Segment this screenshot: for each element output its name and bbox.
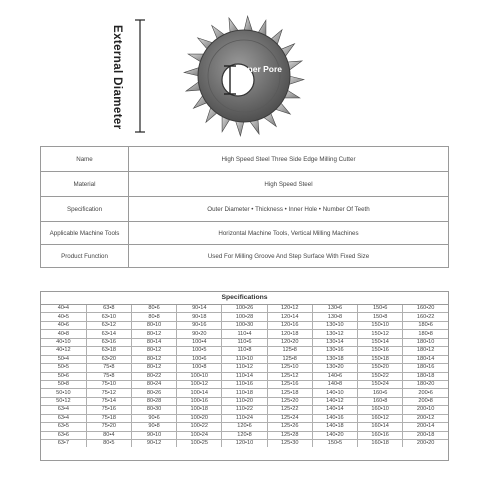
size-cell: 130•10 (312, 321, 357, 329)
size-cell: 80•30 (131, 406, 176, 414)
size-cell: 100•4 (177, 338, 222, 346)
size-cell: 125•24 (267, 414, 312, 422)
size-cell: 50•6 (41, 372, 86, 380)
size-cell: 160•6 (358, 389, 403, 397)
size-cell: 110•6 (222, 338, 267, 346)
size-cell: 100•18 (177, 406, 222, 414)
size-cell: 80•22 (131, 372, 176, 380)
size-cell: 140•16 (312, 414, 357, 422)
size-cell: 150•6 (358, 305, 403, 313)
size-cell: 110•10 (222, 355, 267, 363)
spec-value: High Speed Steel (129, 172, 449, 197)
size-cell: 63•5 (41, 423, 86, 431)
size-cell: 200•18 (403, 431, 448, 439)
spec-row-material (41, 172, 449, 197)
spec-label: Material (41, 172, 129, 197)
size-cell: 63•14 (86, 330, 131, 338)
size-cell: 125•28 (267, 431, 312, 439)
size-cell: 100•22 (177, 423, 222, 431)
size-cell: 90•8 (131, 423, 176, 431)
spec-row-name (41, 147, 449, 172)
size-cell: 150•20 (358, 364, 403, 372)
size-cell: 90•12 (131, 440, 176, 448)
size-cell: 140•18 (312, 423, 357, 431)
size-cell: 120•18 (267, 330, 312, 338)
size-cell: 160•8 (358, 397, 403, 405)
size-cell: 140•8 (312, 380, 357, 388)
size-cell: 160•16 (358, 431, 403, 439)
size-cell: 75•10 (86, 380, 131, 388)
size-cell: 63•4 (41, 406, 86, 414)
table-row (41, 347, 448, 355)
size-cell: 120•16 (267, 321, 312, 329)
table-row (41, 380, 448, 388)
spec-label: Applicable Machine Tools (41, 222, 129, 245)
size-cell: 110•20 (222, 397, 267, 405)
product-image-area (0, 0, 488, 142)
size-cell: 125•26 (267, 423, 312, 431)
sizes-grid (41, 305, 448, 447)
size-cell: 50•10 (41, 389, 86, 397)
milling-cutter-image (178, 14, 310, 138)
table-row (41, 414, 448, 422)
size-cell: 75•18 (86, 414, 131, 422)
size-cell: 40•12 (41, 347, 86, 355)
size-cell: 125•20 (267, 397, 312, 405)
size-cell: 50•4 (41, 355, 86, 363)
size-cell: 63•7 (41, 440, 86, 448)
size-cell: 40•6 (41, 321, 86, 329)
cutter-tooth (244, 16, 253, 32)
size-cell: 120•14 (267, 313, 312, 321)
size-cell: 75•8 (86, 364, 131, 372)
size-cell: 90•16 (177, 321, 222, 329)
size-cell: 80•5 (86, 440, 131, 448)
size-cell: 63•4 (41, 414, 86, 422)
size-cell: 160•14 (358, 423, 403, 431)
size-cell: 80•4 (86, 431, 131, 439)
size-cell: 130•14 (312, 338, 357, 346)
cutter-tooth (235, 120, 244, 136)
size-cell: 40•8 (41, 330, 86, 338)
size-cell: 125•10 (267, 364, 312, 372)
size-cell: 130•12 (312, 330, 357, 338)
size-cell: 140•6 (312, 372, 357, 380)
external-diameter-label: External Diameter (111, 24, 123, 130)
size-cell: 130•20 (312, 364, 357, 372)
size-cell: 63•16 (86, 338, 131, 346)
size-cell: 125•18 (267, 389, 312, 397)
table-row (41, 397, 448, 405)
size-cell: 90•14 (177, 305, 222, 313)
size-cell: 125•8 (267, 347, 312, 355)
size-cell: 80•12 (131, 347, 176, 355)
size-cell: 50•5 (41, 364, 86, 372)
size-cell: 75•14 (86, 397, 131, 405)
size-cell: 200•14 (403, 423, 448, 431)
inner-pore-label: Inner Pore (240, 64, 283, 74)
size-cell: 100•12 (177, 380, 222, 388)
size-cell: 150•22 (358, 372, 403, 380)
size-cell: 130•6 (312, 305, 357, 313)
size-cell: 100•5 (177, 347, 222, 355)
size-cell: 200•20 (403, 440, 448, 448)
size-cell: 110•16 (222, 380, 267, 388)
size-cell: 75•16 (86, 406, 131, 414)
table-row (41, 431, 448, 439)
size-cell: 160•22 (403, 313, 448, 321)
spec-value: Outer Diameter • Thickness • Inner Hole • Number Of Teeth (129, 197, 449, 222)
size-cell: 80•10 (131, 321, 176, 329)
table-row (41, 338, 448, 346)
size-cell: 120•10 (222, 440, 267, 448)
size-cell: 120•20 (267, 338, 312, 346)
size-cell: 110•4 (222, 330, 267, 338)
size-cell: 125•30 (267, 440, 312, 448)
size-cell: 140•12 (312, 397, 357, 405)
size-cell: 40•5 (41, 313, 86, 321)
size-cell: 80•12 (131, 364, 176, 372)
size-cell: 90•6 (131, 414, 176, 422)
size-cell: 100•10 (177, 372, 222, 380)
size-cell: 75•8 (86, 372, 131, 380)
size-cell: 100•16 (177, 397, 222, 405)
size-cell: 63•20 (86, 355, 131, 363)
size-cell: 110•14 (222, 372, 267, 380)
size-cell: 125•8 (267, 355, 312, 363)
size-cell: 180•6 (403, 321, 448, 329)
size-cell: 150•12 (358, 330, 403, 338)
table-row (41, 440, 448, 448)
table-row (41, 389, 448, 397)
size-cell: 110•18 (222, 389, 267, 397)
size-cell: 100•26 (222, 305, 267, 313)
size-cell: 63•18 (86, 347, 131, 355)
size-cell: 200•10 (403, 406, 448, 414)
spec-value: High Speed Steel Three Side Edge Milling Cutter (129, 147, 449, 172)
size-cell: 200•12 (403, 414, 448, 422)
spec-label: Specification (41, 197, 129, 222)
size-cell: 50•8 (41, 380, 86, 388)
table-row (41, 330, 448, 338)
size-cell: 100•14 (177, 389, 222, 397)
cutter-tooth (184, 67, 200, 76)
size-cell: 75•12 (86, 389, 131, 397)
spec-value: Used For Milling Groove And Step Surface With Fixed Size (129, 245, 449, 268)
size-cell: 110•12 (222, 364, 267, 372)
table-row (41, 355, 448, 363)
spec-value: Horizontal Machine Tools, Vertical Milling Machines (129, 222, 449, 245)
size-cell: 120•6 (222, 423, 267, 431)
size-cell: 80•12 (131, 355, 176, 363)
size-cell: 50•12 (41, 397, 86, 405)
size-cell: 180•18 (403, 372, 448, 380)
size-cell: 160•10 (358, 406, 403, 414)
size-cell: 90•18 (177, 313, 222, 321)
size-cell: 110•8 (222, 347, 267, 355)
size-cell: 140•10 (312, 389, 357, 397)
size-cell: 80•14 (131, 338, 176, 346)
size-cell: 130•8 (312, 313, 357, 321)
size-cell: 100•30 (222, 321, 267, 329)
size-cell: 150•8 (358, 313, 403, 321)
size-cell: 63•10 (86, 313, 131, 321)
size-cell: 140•14 (312, 406, 357, 414)
size-cell: 180•16 (403, 364, 448, 372)
size-cell: 63•8 (86, 305, 131, 313)
spec-label: Name (41, 147, 129, 172)
size-cell: 100•28 (222, 313, 267, 321)
spec-row-machine-tools (41, 222, 449, 245)
spec-row-specification (41, 197, 449, 222)
size-cell: 180•14 (403, 355, 448, 363)
size-cell: 100•25 (177, 440, 222, 448)
size-cell: 90•10 (131, 431, 176, 439)
cutter-tooth (288, 76, 304, 85)
size-cell: 110•22 (222, 406, 267, 414)
size-cell: 80•12 (131, 330, 176, 338)
size-cell: 150•16 (358, 347, 403, 355)
size-cell: 125•12 (267, 372, 312, 380)
size-cell: 40•10 (41, 338, 86, 346)
size-cell: 160•20 (403, 305, 448, 313)
table-row (41, 364, 448, 372)
size-cell: 100•24 (177, 431, 222, 439)
size-cell: 75•20 (86, 423, 131, 431)
size-cell: 80•6 (131, 305, 176, 313)
size-cell: 150•14 (358, 338, 403, 346)
table-row (41, 423, 448, 431)
size-cell: 110•24 (222, 414, 267, 422)
size-cell: 180•12 (403, 347, 448, 355)
size-cell: 80•24 (131, 380, 176, 388)
size-cell: 150•18 (358, 355, 403, 363)
size-cell: 120•8 (222, 431, 267, 439)
size-cell: 160•18 (358, 440, 403, 448)
table-row (41, 406, 448, 414)
size-cell: 125•22 (267, 406, 312, 414)
size-cell: 160•12 (358, 414, 403, 422)
size-cell: 100•6 (177, 355, 222, 363)
product-spec-table (40, 146, 449, 268)
size-cell: 150•5 (312, 440, 357, 448)
size-cell: 90•20 (177, 330, 222, 338)
size-cell: 130•18 (312, 355, 357, 363)
spec-row-function (41, 245, 449, 268)
sizes-title: Specifications (41, 292, 448, 305)
size-cell: 100•8 (177, 364, 222, 372)
size-cell: 80•28 (131, 397, 176, 405)
size-cell: 100•20 (177, 414, 222, 422)
size-cell: 200•6 (403, 389, 448, 397)
size-cell: 80•26 (131, 389, 176, 397)
size-cell: 200•8 (403, 397, 448, 405)
size-cell: 150•10 (358, 321, 403, 329)
size-cell: 80•8 (131, 313, 176, 321)
size-cell: 180•8 (403, 330, 448, 338)
table-row (41, 321, 448, 329)
size-cell: 150•24 (358, 380, 403, 388)
size-cell: 125•16 (267, 380, 312, 388)
size-cell: 120•12 (267, 305, 312, 313)
size-cell: 63•12 (86, 321, 131, 329)
sizes-table (40, 291, 449, 461)
size-cell: 180•10 (403, 338, 448, 346)
size-cell: 63•6 (41, 431, 86, 439)
table-row (41, 305, 448, 313)
size-cell: 40•4 (41, 305, 86, 313)
table-row (41, 313, 448, 321)
size-cell: 130•16 (312, 347, 357, 355)
size-cell: 180•20 (403, 380, 448, 388)
size-cell: 140•20 (312, 431, 357, 439)
table-row (41, 372, 448, 380)
spec-label: Product Function (41, 245, 129, 268)
